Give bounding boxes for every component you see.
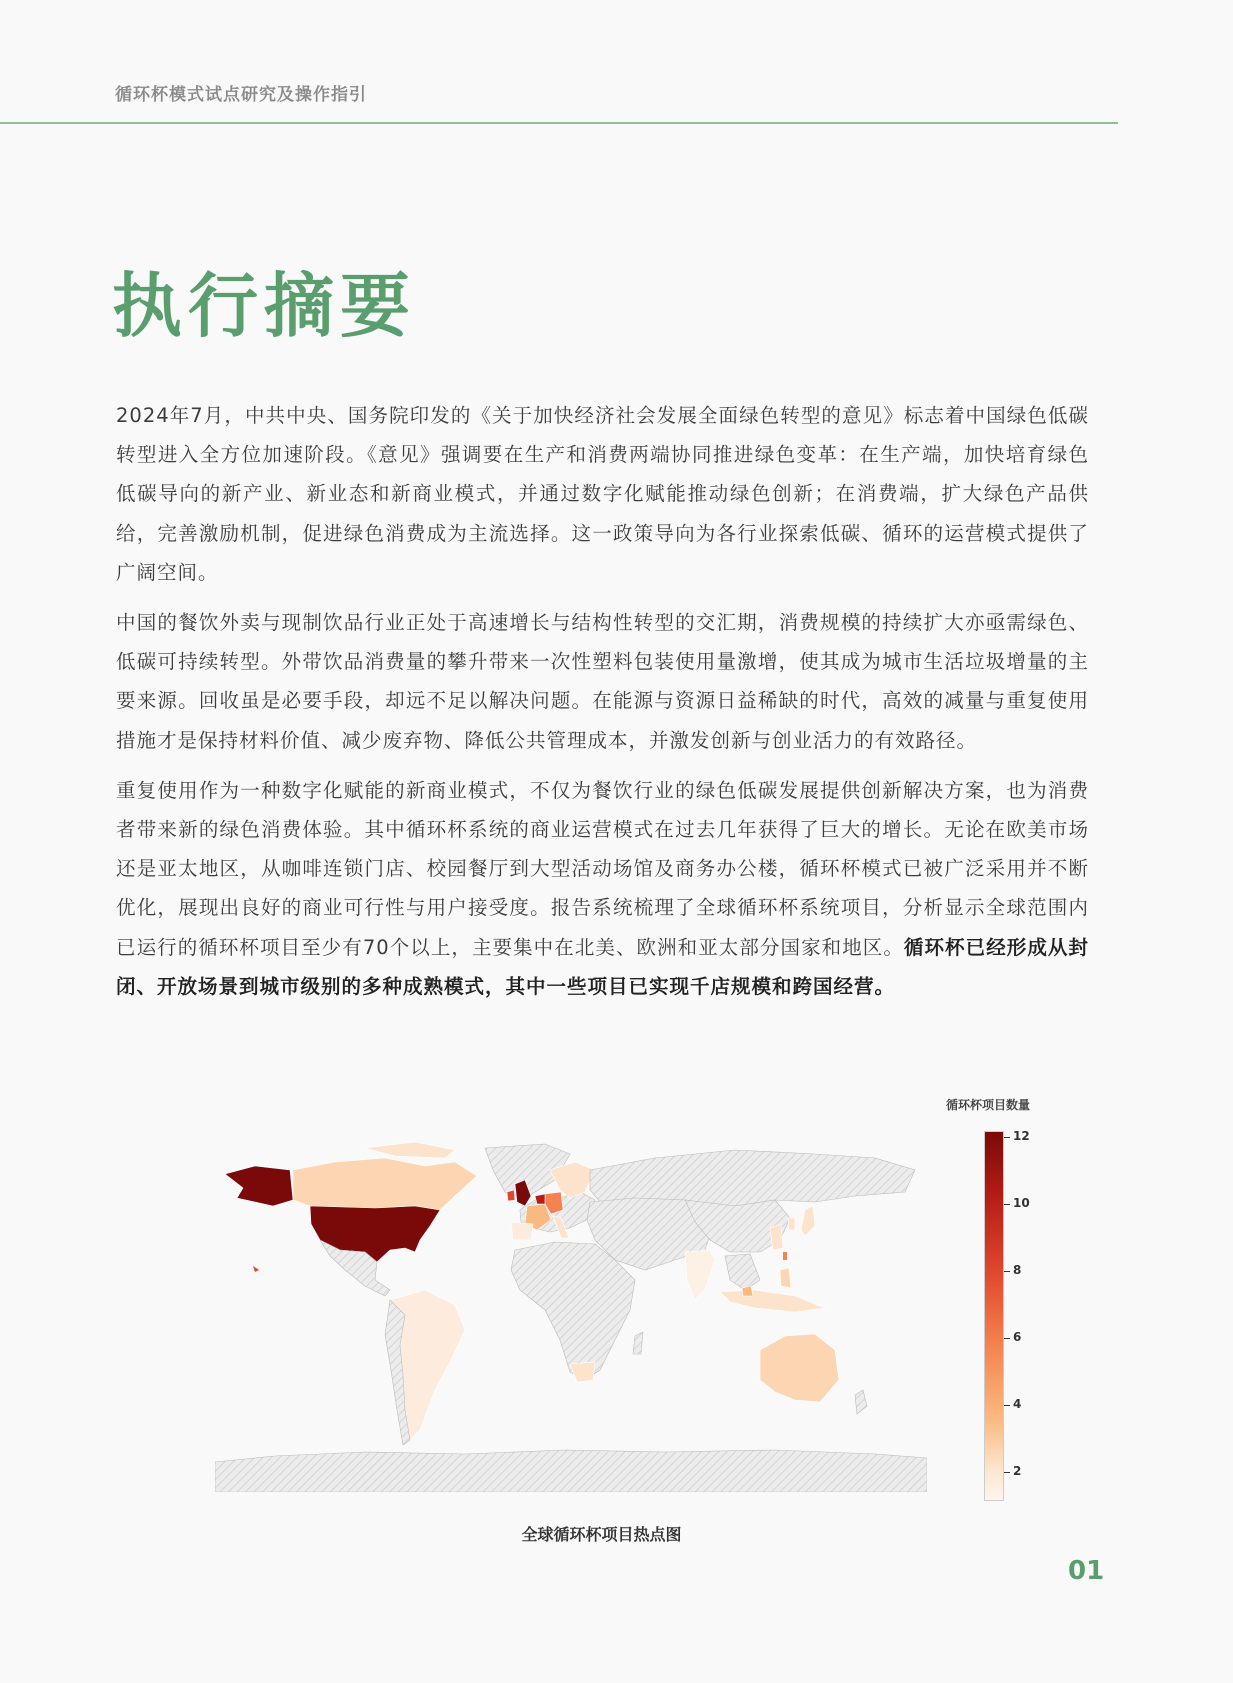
korea-shape [788,1218,795,1230]
paragraph [116,771,1089,1006]
legend-tick-mark [1004,1204,1010,1205]
figure-caption: 全球循环杯项目热点图 [521,1525,682,1544]
legend-title: 循环杯项目数量 [946,1098,1031,1112]
body-text [116,396,1089,1017]
australia-shape [760,1334,839,1402]
alaska-shape [225,1166,293,1206]
page-title: 执行摘要 [112,265,416,347]
singapore-malaysia-shape [742,1286,753,1296]
paragraph: 2024年7月，中共中央、国务院印发的《关于加快经济社会发展全面绿色转型的意见》标志着中国绿色低碳转型进入全方位加速阶段。《意见》强调要在生产和消费两端协同推进绿色变革：在生产端，加快培育绿色低碳导向的新产业、新业态和新商业模式，并通过数字化赋能推动绿色创新；在消费端，扩大绿色产品供给，完善激励机制，促进绿色消费成为主流选择。这一政策导向为各行业探索低碳、循环的运营模式提供了广阔空间。 [116,404,1089,584]
running-header: 循环杯模式试点研究及操作指引 [115,85,367,105]
legend-tick-label: 2 [1013,1464,1022,1478]
antarctica-shape [215,1450,927,1492]
legend-tick-mark [1004,1472,1010,1473]
taiwan-shape [783,1252,787,1260]
india-shape [685,1250,715,1300]
south-africa-shape [570,1362,595,1382]
legend-tick-mark [1004,1137,1010,1138]
russia-shape [590,1150,915,1206]
legend-tick-label: 10 [1013,1196,1030,1210]
canada-islands-shape [365,1142,455,1158]
africa-shape [511,1242,635,1380]
world-map-svg [215,1140,927,1492]
canada-shape [293,1158,477,1212]
iberia-shape [511,1222,533,1240]
legend-tick-label: 6 [1013,1330,1022,1344]
philippines-shape [780,1268,791,1288]
legend-tick-mark [1004,1271,1010,1272]
paragraph-text: 重复使用作为一种数字化赋能的新商业模式，不仅为餐饮行业的绿色低碳发展提供创新解决方案，也为消费者带来新的绿色消费体验。其中循环杯系统的商业运营模式在过去几年获得了巨大的增长。无论在欧美市场还是亚太地区，从咖啡连锁门店、校园餐厅到大型活动场馆及商务办公楼，循环杯模式已被广泛采用并不断优化，展现出良好的商业可行性与用户接受度。报告系统梳理了全球循环杯系统项目，分析显示全球范围内已运行的循环杯项目至少有70个以上，主要集中在北美、欧洲和亚太部分国家和地区。 [116,778,1089,959]
legend-tick-label: 12 [1013,1129,1030,1143]
indonesia-shape [720,1290,825,1312]
legend-tick-mark [1004,1338,1010,1339]
paragraph: 中国的餐饮外卖与现制饮品行业正处于高速增长与结构性转型的交汇期，消费规模的持续扩大亦亟需绿色、低碳可持续转型。外带饮品消费量的攀升带来一次性塑料包装使用量激增，使其成为城市生活垃圾增量的主要来源。回收虽是必要手段，却远不足以解决问题。在能源与资源日益稀缺的时代，高效的减量与重复使用措施才是保持材料价值、减少废弃物、降低公共管理成本，并激发创新与创业活力的有效路径。 [116,611,1089,752]
japan-shape [801,1206,815,1236]
header-divider [0,122,1118,124]
ireland-shape [507,1190,515,1201]
southeast-asia-shape [725,1254,760,1290]
netherlands-shape [535,1194,545,1204]
legend-tick-label: 8 [1013,1263,1022,1277]
world-heatmap [215,1140,927,1492]
hawaii-shape [253,1266,259,1272]
legend-color-bar [984,1131,1004,1501]
new-zealand-shape [855,1390,867,1414]
legend-tick-mark [1004,1405,1010,1406]
page-number: 01 [1068,1556,1105,1586]
legend-tick-label: 4 [1013,1397,1022,1411]
paragraph-bold-text: 循环杯已经形成从封闭、开放场景到城市级别的多种成熟模式，其中一些项目已实现千店规模和跨国经营。 [116,935,1089,998]
east-coast-shape [770,1224,783,1250]
madagascar-shape [633,1332,643,1354]
